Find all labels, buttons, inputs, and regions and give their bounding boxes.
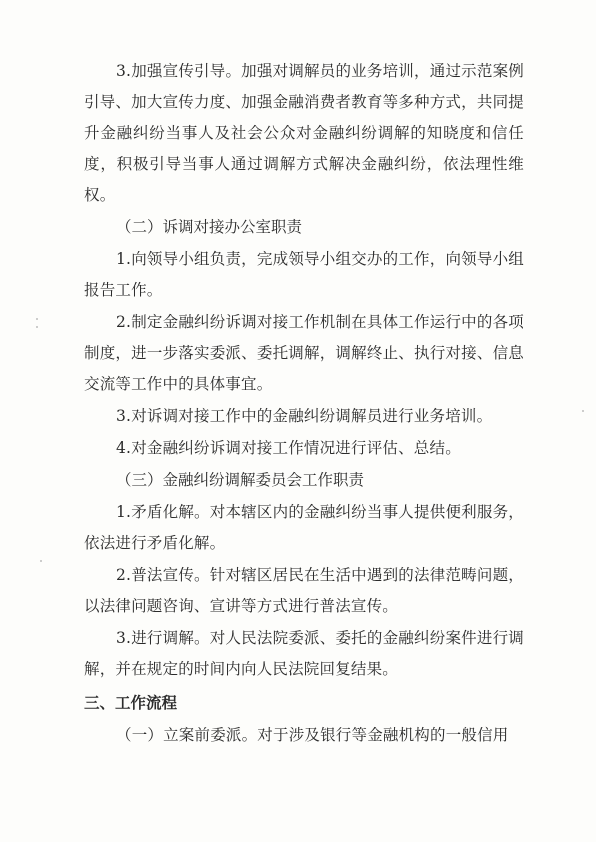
paragraph-committee-duty-3: 3.进行调解。对人民法院委派、委托的金融纠纷案件进行调解，并在规定的时间内向人民法院回复结果。 bbox=[84, 629, 524, 678]
heading-litigation-mediation-office-duties: （二）诉调对接办公室职责 bbox=[116, 218, 303, 236]
scan-speck bbox=[40, 560, 42, 562]
document-body bbox=[84, 56, 524, 752]
heading-mediation-committee-duties: （三）金融纠纷调解委员会工作职责 bbox=[116, 471, 365, 489]
paragraph-office-duty-4: 4.对金融纠纷诉调对接工作情况进行评估、总结。 bbox=[116, 439, 461, 457]
paragraph-office-duty-3: 3.对诉调对接工作中的金融纠纷调解员进行业务培训。 bbox=[116, 407, 493, 425]
paragraph-committee-duty-2: 2.普法宣传。针对辖区居民在生活中遇到的法律范畴问题，以法律问题咨询、宣讲等方式进行普法宣传。 bbox=[84, 566, 524, 615]
paragraph-office-duty-2: 2.制定金融纠纷诉调对接工作机制在具体工作运行中的各项制度，进一步落实委派、委托调解，调解终止、执行对接、信息交流等工作中的具体事宜。 bbox=[84, 313, 524, 393]
paragraph-publicity-guidance: 3.加强宣传引导。加强对调解员的业务培训，通过示范案例引导、加大宣传力度、加强金融消费者教育等多种方式，共同提升金融纠纷当事人及社会公众对金融纠纷调解的知晓度和信任度，积极引导当事人通过调解方式解决金融纠纷，依法理性维权。 bbox=[84, 62, 524, 204]
paragraph-office-duty-1: 1.向领导小组负责，完成领导小组交办的工作，向领导小组报告工作。 bbox=[84, 250, 524, 299]
scan-speck bbox=[36, 326, 38, 328]
section-title-workflow: 三、工作流程 bbox=[84, 693, 178, 712]
scan-speck bbox=[582, 410, 584, 412]
paragraph-pre-filing-delegation: （一）立案前委派。对于涉及银行等金融机构的一般信用 bbox=[116, 726, 509, 744]
scan-speck bbox=[36, 318, 38, 320]
paragraph-committee-duty-1: 1.矛盾化解。对本辖区内的金融纠纷当事人提供便利服务，依法进行矛盾化解。 bbox=[84, 503, 524, 552]
